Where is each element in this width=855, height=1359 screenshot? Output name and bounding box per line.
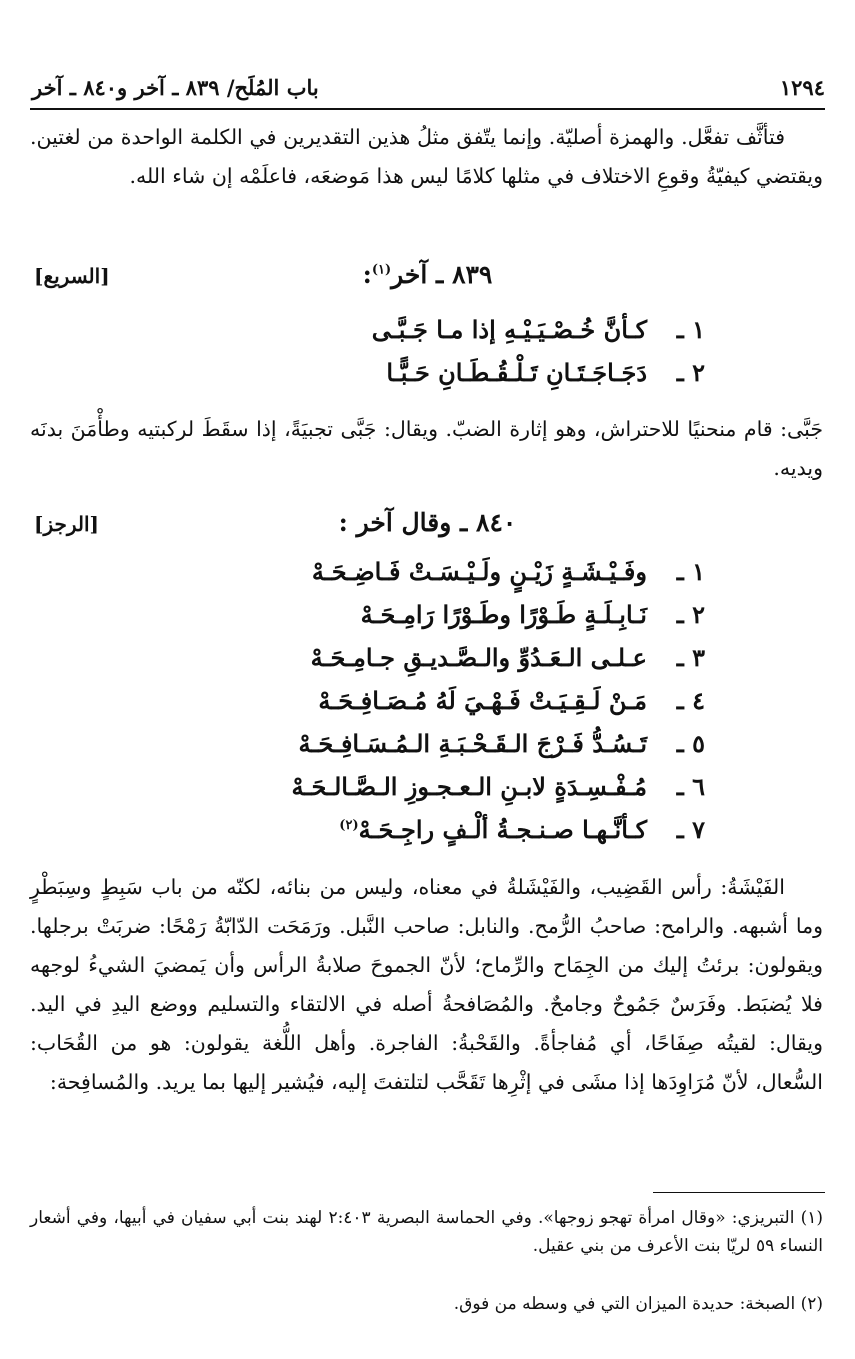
verse-number: ١ ـ: [676, 315, 705, 344]
verse-number: ٢ ـ: [676, 358, 705, 387]
explanation-paragraph-text: جَبَّى: قام منحنيًا للاحتراش، وهو إثارة الضبّ. ويقال: جَبَّى تجبيَةً، إذا سقَطَ لركبتيه وطأْمَنَ بدنَه ويديه.: [30, 417, 823, 480]
verse-line: [150, 358, 705, 398]
verse-line: [150, 557, 705, 597]
meter-label: [السريع]: [34, 264, 110, 288]
verse-number: ٤ ـ: [676, 686, 705, 715]
footnote-ref-2[interactable]: (٢): [339, 818, 359, 833]
verse-text: كـأنَّـهـا صـنـجـةُ ألْـفٍ راجِـحَـهْ: [358, 815, 647, 844]
verse-line: [150, 686, 705, 726]
verse-text: مُـفْـسِـدَةٍ لابـنِ الـعـجـوزِ الـصَّـالـحَـهْ: [291, 772, 647, 801]
section-839-title-text: ٨٣٩ ـ آخر: [391, 260, 493, 289]
section-840-title: ٨٤٠ ـ وقال آخر :: [338, 508, 517, 537]
verse-text: كـأنَّ خُـصْـيَـيْـهِ إذا مـا جَـبَّـى: [371, 315, 647, 344]
opening-paragraph-text: فتأثَّف تفعَّل. والهمزة أصليّة. وإنما يتّفق مثلُ هذين التقديرين في الكلمة الواحدة من لغتين. ويقتضي كيفيّةُ وقوعِ الاختلاف في مثلها كلامًا ليس هذا مَوضعَه، فاعلَمْه إن شاء الله.: [30, 125, 823, 188]
verse-line: [150, 729, 705, 769]
verse-number: ٧ ـ: [676, 815, 705, 844]
verse-number: ٣ ـ: [676, 643, 705, 672]
commentary-paragraph-text: الفَيْشَةُ: رأس القَضِيب، والفَيْشَلةُ في معناه، وليس من بنائه، لكنّه من باب سَبِطٍ وسِبَطْرٍ وما أشبهه. والرامح: صاحبُ الرُّمح. والنابل: صاحب النَّبل. ورَمَحَت الدّابّةُ رَمْحًا: ضربَتْ برجلها. ويقولون: برئتُ إليك من الجِمَاح والرِّماح؛ لأنّ الجموحَ صلابةُ الرأس وأن يَمضيَ الشيءُ لوجهه فلا يُضبَط. وفَرَسٌ جَمُوحٌ وجامحٌ. والمُصَافحةُ أصله في الالتقاء والتسليم ووضع اليدِ في اليد. ويقال: لقيتُه صِفَاحًا، أي مُفاجأةً. والقَحْبةُ: الفاجرة. وأهل اللُّغة يقولون: هو من القُحَاب: السُّعال، لأنّ مُرَاوِدَها إذا مشَى في إثْرِها تَقَحَّب لتلتفتَ إليه، فيُشير إليها بما يريد. والمُسافِحة:: [30, 875, 823, 1094]
section-840-heading: [30, 506, 825, 546]
header-divider: [30, 108, 825, 110]
page-header: [32, 70, 825, 104]
opening-paragraph: [30, 118, 823, 196]
running-title: باب المُلَح/ ٨٣٩ ـ آخر و٨٤٠ ـ آخر: [32, 74, 319, 100]
verse-text: تَـسُـدُّ فَـرْجَ الـقَـحْـبَـةِ الـمُـسَـافِـحَـهْ: [298, 729, 647, 758]
footnote-1: [30, 1204, 823, 1260]
footnote-divider: [653, 1192, 825, 1193]
explanation-paragraph: [30, 410, 823, 488]
meter-label: [الرجز]: [34, 512, 100, 536]
verse-line: [150, 772, 705, 812]
verse-text: عـلـى الـعَـدُوِّ والـصَّـديـقِ جـامِـحَـهْ: [310, 643, 647, 672]
commentary-paragraph: [30, 868, 823, 1102]
verse-text: وفَـيْـشَـةٍ زَيْـنٍ ولَـيْـسَـتْ فَـاضِـحَـهْ: [311, 557, 647, 586]
verse-number: ٦ ـ: [676, 772, 705, 801]
verse-line: [150, 600, 705, 640]
page-number: ١٢٩٤: [779, 74, 825, 100]
section-839-title: [30, 260, 825, 289]
section-839-title-colon: :: [362, 260, 372, 289]
verse-number: ٢ ـ: [676, 600, 705, 629]
verse-number: ٥ ـ: [676, 729, 705, 758]
verse-line: [150, 815, 705, 855]
footnote-ref-1[interactable]: (١): [371, 262, 392, 278]
verse-text: مَـنْ لَـقِـيَـتْ فَـهْـيَ لَهُ مُـصَـافِـحَـهْ: [318, 686, 647, 715]
footnote-text: الصبخة: حديدة الميزان التي في وسطه من فوق.: [453, 1294, 796, 1314]
verse-text: نَـابِـلَـةٍ طَـوْرًا وطَـوْرًا رَامِـحَـهْ: [360, 600, 647, 629]
verse-line: [150, 643, 705, 683]
verse-text: دَجَـاجَـتَـانِ تَـلْـقُـطَـانِ حَـبًّـا: [386, 358, 647, 387]
section-839-heading: [30, 258, 825, 298]
verse-number: ١ ـ: [676, 557, 705, 586]
footnote-text: التبريزي: «وقال امرأة تهجو زوجها». وفي الحماسة البصرية ٢:٤٠٣ لهند بنت أبي سفيان في أبيها، وفي أشعار النساء ٥٩ لريّا بنت الأعرف من بني عقيل.: [30, 1208, 823, 1256]
footnote-number: (١): [800, 1208, 823, 1228]
footnote-number: (٢): [800, 1294, 823, 1314]
footnote-2: [30, 1290, 823, 1318]
verse-line: [150, 315, 705, 355]
